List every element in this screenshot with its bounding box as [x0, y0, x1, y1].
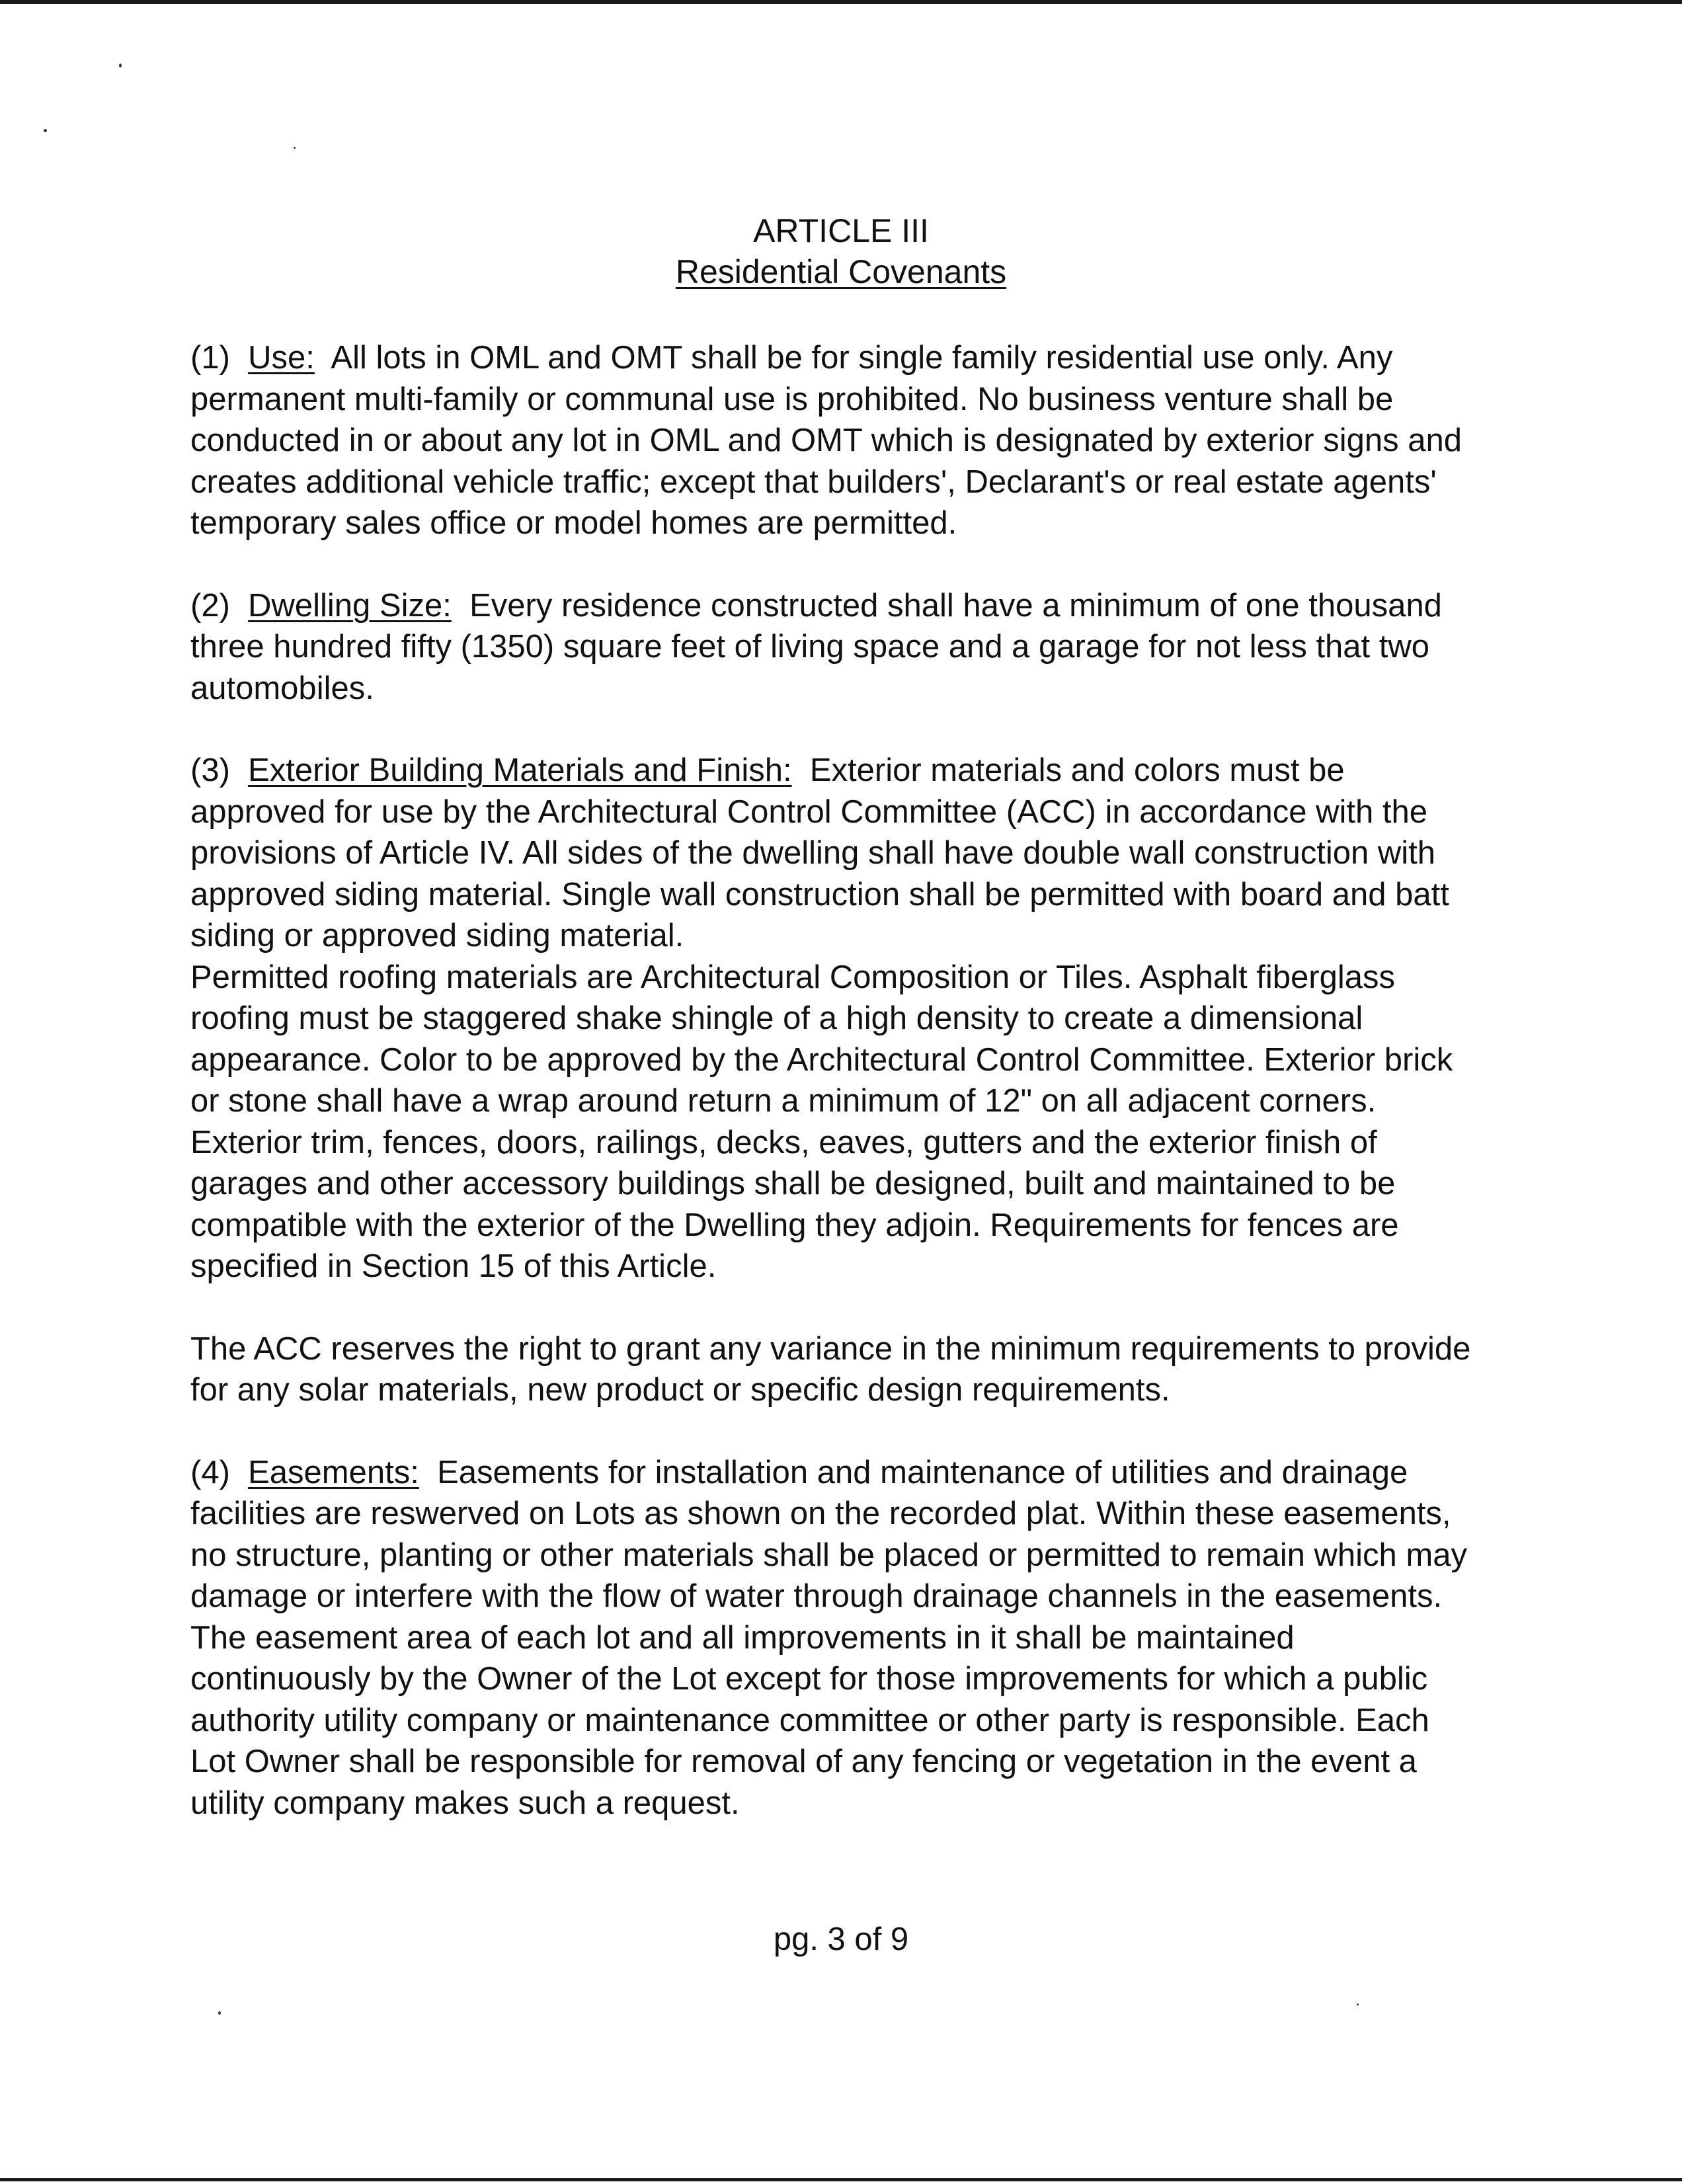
section-text: Easements for installation and maintenance of utilities and drainage facilities are reswerved on Lots as shown on the recorded plat. Within these easements, no structure, planting or other materials shall be placed or permitted to remain which may damage or interfere with the flow of water through drainage channels in the easements. The easement area of each lot and all improvements in it shall be maintained continuously by the Owner of the Lot except for those improvements for which a public authority utility company or maintenance committee or other party is responsible. Each Lot Owner shall be responsible for removal of any fencing or vegetation in the event a utility company makes such a request.	[190, 1454, 1467, 1821]
section-number: (2)	[190, 587, 230, 624]
scan-border-top	[0, 0, 1682, 4]
scan-speck	[294, 147, 296, 149]
section-use	[190, 337, 1480, 544]
section-dwelling-size	[190, 585, 1480, 709]
scan-speck	[119, 63, 122, 67]
roofing-paragraph: Permitted roofing materials are Architectural Composition or Tiles. Asphalt fiberglass roofing must be staggered shake shingle of a high density to create a dimensional appearance. Color to be approved by the Architectural Control Committee. Exterior brick or stone shall have a wrap around return a minimum of 12" on all adjacent corners.	[190, 959, 1453, 1119]
exterior-trim-paragraph: Exterior trim, fences, doors, railings, decks, eaves, gutters and the exterior finish of garages and other accessory buildings shall be designed, built and maintained to be compatible with the exterior of the Dwelling they adjoin. Requirements for fences are specified in Section 15 of this Article.	[190, 1124, 1399, 1284]
document-body	[190, 337, 1480, 1824]
article-subtitle: Residential Covenants	[675, 253, 1007, 290]
section-number: (1)	[190, 340, 230, 376]
article-header	[0, 210, 1682, 292]
article-title: ARTICLE III	[753, 212, 929, 249]
acc-variance-paragraph: The ACC reserves the right to grant any variance in the minimum requirements to provide for any solar materials, new product or specific design requirements.	[190, 1330, 1471, 1408]
scan-speck	[218, 2011, 221, 2015]
page-number: pg. 3 of 9	[773, 1921, 909, 1957]
section-number: (4)	[190, 1454, 230, 1490]
section-number: (3)	[190, 752, 230, 788]
scan-border-bottom	[0, 2178, 1682, 2181]
scan-speck	[44, 129, 47, 132]
section-label: Exterior Building Materials and Finish:	[248, 752, 792, 788]
section-text: Every residence constructed shall have a minimum of one thousand three hundred fifty (1350) square feet of living space and a garage for not less that two automobiles.	[190, 587, 1442, 706]
section-label: Dwelling Size:	[248, 587, 452, 624]
scan-speck	[1357, 2003, 1359, 2005]
section-label: Easements:	[248, 1454, 419, 1490]
section-text: Exterior materials and colors must be approved for use by the Architectural Control Committee (ACC) in accordance with the provisions of Article IV. All sides of the dwelling shall have double wall construction with approved siding material. Single wall construction shall be permitted with board and batt siding or approved siding material.	[190, 752, 1449, 953]
section-exterior-materials	[190, 750, 1480, 957]
section-text: All lots in OML and OMT shall be for single family residential use only. Any permanent multi-family or communal use is prohibited. No business venture shall be conducted in or about any lot in OML and OMT which is designated by exterior signs and creates additional vehicle traffic; except that builders', Declarant's or real estate agents' temporary sales office or model homes are permitted.	[190, 340, 1462, 541]
section-label: Use:	[248, 340, 315, 376]
section-easements	[190, 1452, 1480, 1824]
